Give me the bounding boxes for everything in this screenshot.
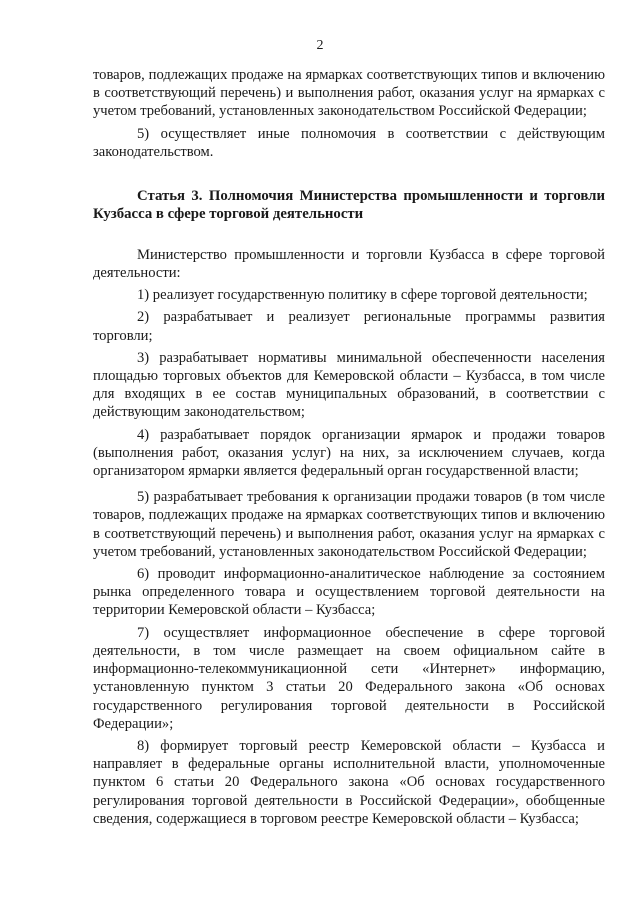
previous-article-item-5: 5) осуществляет иные полномочия в соответствии с действующим законодательством. — [93, 125, 605, 160]
list-item-4: 4) разрабатывает порядок организации ярмарок и продажи товаров (выполнения работ, оказания услуг) на них, за исключением случаев, когда организатором ярмарки является федеральный орган государственной власти; — [93, 426, 605, 480]
list-item-1: 1) реализует государственную политику в сфере торговой деятельности; — [137, 287, 588, 304]
page-number: 2 — [316, 38, 324, 53]
list-item-3: 3) разрабатывает нормативы минимальной обеспеченности населения площадью торговых объектов для Кемеровской области – Кузбасса, в том числе для входящих в ее состав муниципальных образований, в соответствии с действующим законодательством; — [93, 349, 605, 421]
list-item-7: 7) осуществляет информационное обеспечение в сфере торговой деятельности, в том числе размещает на своем официальном сайте в информационно-телекоммуникационной сети «Интернет» информацию, установленную пунктом 3 статьи 20 Федерального закона «Об основах государственного регулирования торговой деятельности в Российской Федерации»; — [93, 624, 605, 732]
document-body — [93, 66, 605, 828]
intro-paragraph: Министерство промышленности и торговли Кузбасса в сфере торговой деятельности: — [93, 246, 605, 282]
list-item-8: 8) формирует торговый реестр Кемеровской области – Кузбасса и направляет в федеральные органы исполнительной власти, уполномоченные пунктом 6 статьи 20 Федерального закона «Об основах государственного регулирования торговой деятельности в Российской Федерации», обобщенные сведения, содержащиеся в торговом реестре Кемеровской области – Кузбасса; — [93, 737, 605, 827]
article-heading: Статья 3. Полномочия Министерства промышленности и торговли Кузбасса в сфере торговой деятельности — [93, 188, 605, 223]
continuation-paragraph: товаров, подлежащих продаже на ярмарках соответствующих типов и включению в соответствующий перечень) и выполнения работ, оказания услуг на ярмарках с учетом требований, установленных законодательством Российской Федерации; — [93, 67, 605, 120]
list-item-6: 6) проводит информационно-аналитическое наблюдение за состоянием рынка определенного товара и осуществлением торговой деятельности на территории Кемеровской области – Кузбасса; — [93, 566, 605, 619]
list-item-2: 2) разрабатывает и реализует региональные программы развития торговли; — [93, 309, 605, 344]
list-item-5: 5) разрабатывает требования к организации продажи товаров (в том числе товаров, подлежащих продаже на ярмарках соответствующих типов и включению в соответствующий перечень) и выполнения работ, оказания услуг на ярмарках с учетом требований, установленных законодательством Российской Федерации; — [93, 489, 605, 560]
